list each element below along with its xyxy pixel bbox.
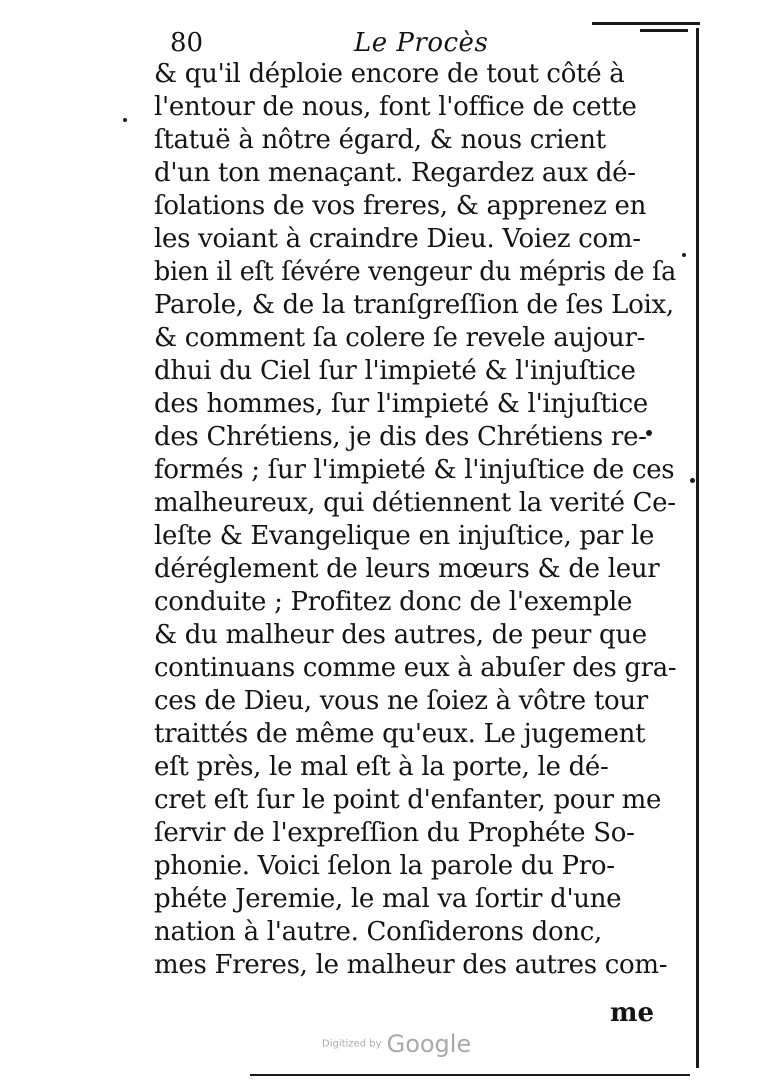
page-number: 80 [170,28,204,58]
text-line: cret eſt ſur le point d'enfanter, pour me [154,785,662,815]
text-line: Parole, & de la tranſgreſſion de ſes Loix, [154,290,674,320]
text-line: ſtatuë à nôtre égard, & nous crient [154,125,606,155]
text-line: des hommes, ſur l'impieté & l'injuſtice [154,389,648,419]
text-line: bien il eſt ſévére vengeur du mépris de ſa [154,257,676,287]
text-line: dhui du Ciel ſur l'impieté & l'injuſtice [154,356,636,386]
watermark-brand: Google [386,1030,472,1058]
text-line: & du malheur des autres, de peur que [154,620,647,650]
text-line: des Chrétiens, je dis des Chrétiens re- [154,422,647,452]
text-line: phéte Jeremie, le mal va ſortir d'une [154,884,622,914]
page-edge-bottom [250,1074,690,1076]
page-edge-right [696,28,699,1068]
catchword: me [610,998,655,1028]
body-text [154,58,694,982]
text-line: mes Freres, le malheur des autres com- [154,950,668,980]
running-head: Le Procès [354,28,489,58]
text-line: eſt près, le mal eſt à la porte, le dé- [154,752,609,782]
text-line: ſolations de vos freres, & apprenez en [154,191,647,221]
text-line: leſte & Evangelique en injuſtice, par le [154,521,655,551]
text-line: formés ; ſur l'impieté & l'injuſtice de ces [154,455,675,485]
text-line: ſervir de l'expreſſion du Prophéte So- [154,818,635,848]
text-line: conduite ; Profitez donc de l'exemple [154,587,633,617]
text-line: l'entour de nous, font l'office de cette [154,92,637,122]
text-line: ces de Dieu, vous ne ſoiez à vôtre tour [154,686,648,716]
digitization-watermark [322,1030,471,1058]
text-line: continuans comme eux à abuſer des gra- [154,653,677,683]
text-line: & comment ſa colere ſe revele aujour- [154,323,646,353]
text-line: les voiant à craindre Dieu. Voiez com- [154,224,641,254]
text-line: traittés de même qu'eux. Le jugement [154,719,646,749]
text-line: phonie. Voici ſelon la parole du Pro- [154,851,615,881]
text-line: déréglement de leurs mœurs & de leur [154,554,660,584]
text-line: d'un ton menaçant. Regardez aux dé- [154,158,636,188]
text-line: & qu'il déploie encore de tout côté à [154,59,625,89]
text-line: malheureux, qui détiennent la verité Ce- [154,488,676,518]
ink-speck [123,118,127,122]
watermark-prefix: Digitized by [322,1038,382,1050]
text-line: nation à l'autre. Conſiderons donc, [154,917,603,947]
